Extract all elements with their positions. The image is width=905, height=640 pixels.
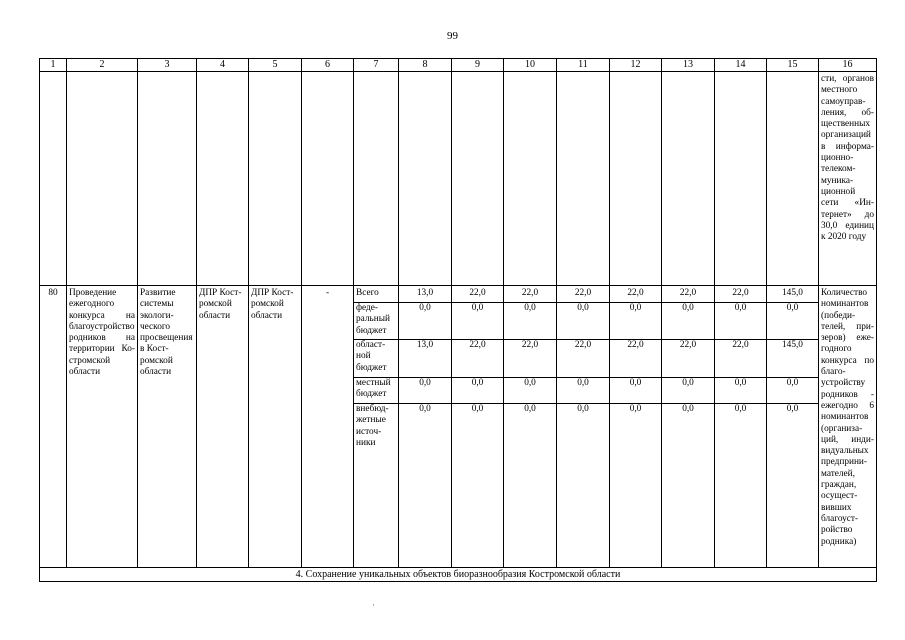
value-cell: 0,0: [399, 303, 452, 340]
continuation-row: [40, 72, 877, 286]
page-number: 99: [447, 30, 458, 42]
value-cell: 0,0: [610, 378, 662, 404]
value-cell: 22,0: [662, 286, 715, 303]
value-cell: 0,0: [767, 303, 819, 340]
source-label-cell: федеральный бюджет: [354, 303, 399, 340]
value-cell: 0,0: [557, 378, 610, 404]
value-cell: 0,0: [557, 303, 610, 340]
indicator-cell: Количество номинантов (победителей, призеров) ежегодного конкурса по благоустройству родников - ежегодно 6 номинантов (организаций, индивидуальных предпринимателей, граждан, осуществивших благоустройство родника): [819, 286, 877, 568]
value-cell: 13,0: [399, 286, 452, 303]
continuation-indicator-cell: сти, органов местного самоуправления, общественных организаций в информационно-телекоммуникационной сети «Интернет» до 30,0 единиц к 2020 году: [819, 72, 877, 286]
column-number-cell: 8: [399, 59, 452, 72]
source-label-cell: Всего: [354, 286, 399, 303]
value-cell: 22,0: [715, 286, 767, 303]
source-label-cell: областной бюджет: [354, 340, 399, 378]
column-number-cell: 13: [662, 59, 715, 72]
value-cell: 0,0: [767, 404, 819, 568]
column-number-cell: 5: [249, 59, 302, 72]
budget-table: [39, 58, 877, 582]
value-cell: 22,0: [452, 340, 504, 378]
source-label-cell: местный бюджет: [354, 378, 399, 404]
value-cell: 0,0: [662, 303, 715, 340]
value-cell: 0,0: [504, 378, 557, 404]
section-heading-row: [40, 568, 877, 582]
event-name-cell: Проведение ежегодного конкурса на благоустройство родников на территории Костромской области: [67, 286, 138, 568]
executor-cell: ДПР Костромской области: [197, 286, 249, 568]
value-cell: 22,0: [504, 340, 557, 378]
value-cell: 0,0: [715, 378, 767, 404]
value-cell: 0,0: [610, 303, 662, 340]
value-cell: 0,0: [610, 404, 662, 568]
column-number-cell: 12: [610, 59, 662, 72]
column-number-cell: 4: [197, 59, 249, 72]
column-number-cell: 1: [40, 59, 67, 72]
column-number-cell: 7: [354, 59, 399, 72]
value-cell: 22,0: [504, 286, 557, 303]
value-cell: 22,0: [715, 340, 767, 378]
value-cell: 0,0: [767, 378, 819, 404]
value-cell: 145,0: [767, 286, 819, 303]
value-cell: 0,0: [504, 404, 557, 568]
value-cell: 0,0: [662, 404, 715, 568]
column-number-cell: 14: [715, 59, 767, 72]
value-cell: 0,0: [504, 303, 557, 340]
value-cell: 0,0: [715, 404, 767, 568]
value-cell: 0,0: [399, 404, 452, 568]
column-number-cell: 16: [819, 59, 877, 72]
goal-cell: Развитие системы экологического просвещения в Костромской области: [138, 286, 197, 568]
value-cell: 0,0: [715, 303, 767, 340]
value-cell: 0,0: [452, 378, 504, 404]
column-number-cell: 2: [67, 59, 138, 72]
value-cell: 0,0: [452, 404, 504, 568]
column-number-row: [40, 59, 877, 72]
value-cell: 22,0: [662, 340, 715, 378]
scan-speck: ·: [372, 600, 375, 610]
source-label-cell: внебюджетные источники: [354, 404, 399, 568]
column-number-cell: 11: [557, 59, 610, 72]
column-number-cell: 9: [452, 59, 504, 72]
value-cell: 22,0: [610, 340, 662, 378]
value-cell: 0,0: [399, 378, 452, 404]
row-number-cell: 80: [40, 286, 67, 568]
value-cell: 22,0: [610, 286, 662, 303]
column-number-cell: 6: [302, 59, 354, 72]
value-cell: 0,0: [452, 303, 504, 340]
column-number-cell: 3: [138, 59, 197, 72]
value-cell: 22,0: [557, 286, 610, 303]
column-number-cell: 15: [767, 59, 819, 72]
table-row: [40, 286, 877, 303]
participant-cell: ДПР Костромской области: [249, 286, 302, 568]
value-cell: 22,0: [557, 340, 610, 378]
value-cell: 0,0: [557, 404, 610, 568]
value-cell: 22,0: [452, 286, 504, 303]
value-cell: 13,0: [399, 340, 452, 378]
column-number-cell: 10: [504, 59, 557, 72]
section-title: 4. Сохранение уникальных объектов биоразнообразия Костромской области: [40, 568, 877, 582]
value-cell: 0,0: [662, 378, 715, 404]
column-6-cell: -: [302, 286, 354, 568]
value-cell: 145,0: [767, 340, 819, 378]
